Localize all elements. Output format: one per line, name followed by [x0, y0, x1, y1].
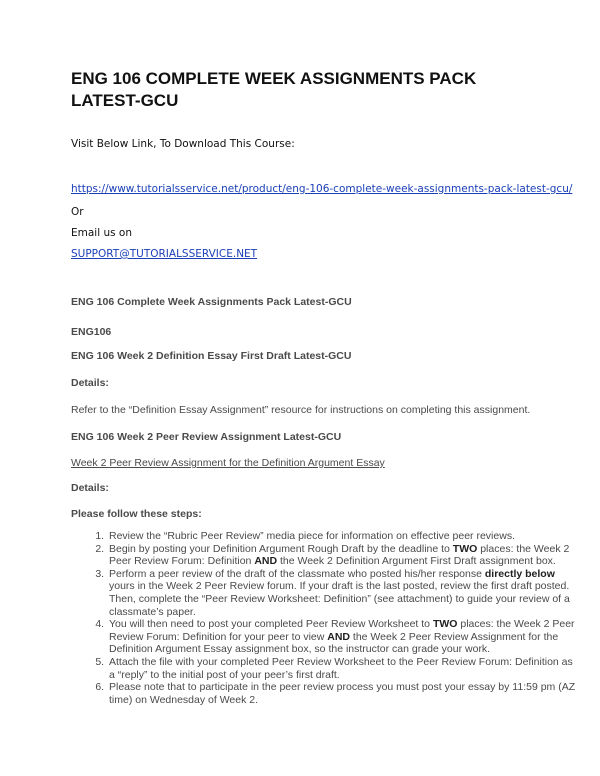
details-label-1: Details: — [71, 377, 109, 389]
step-text: Please note that to participate in the peer review process you must post your essay by 11:59 pm (AZ time) on Wednesday of Week 2. — [109, 681, 576, 706]
details-label-2: Details: — [71, 482, 109, 494]
details-text-1: Refer to the “Definition Essay Assignment” resource for instructions on completing this assignment. — [71, 404, 531, 416]
or-text: Or — [71, 206, 84, 218]
step-item — [107, 530, 577, 543]
step-text: the Week 2 Definition Argument First Draft assignment box. — [277, 555, 556, 568]
step-text: yours in the Week 2 Peer Review forum. If your draft is the last posted, review the first draft posted. Then, complete the “Peer Review Worksheet: Definition” (see attachment) to guide your review of a classmate’s paper. — [109, 580, 570, 618]
step-emphasis: AND — [254, 555, 278, 568]
step-item — [107, 618, 577, 656]
step-item — [107, 656, 577, 681]
step-text: places: the Week 2 Peer Review Forum: Definition for your peer to view — [109, 618, 575, 643]
week2-essay-title: ENG 106 Week 2 Definition Essay First Draft Latest-GCU — [71, 350, 352, 362]
step-text: the Week 2 Peer Review Assignment for the Definition Argument Essay assignment box, so the instructor can grade your work. — [109, 630, 559, 656]
step-emphasis: AND — [327, 630, 350, 643]
step-item — [107, 543, 577, 568]
visit-text: Visit Below Link, To Download This Course: — [71, 138, 295, 150]
week2-peer-title: ENG 106 Week 2 Peer Review Assignment Latest-GCU — [71, 431, 342, 443]
step-emphasis: TWO — [432, 618, 458, 631]
pack-title: ENG 106 Complete Week Assignments Pack Latest-GCU — [71, 296, 352, 308]
email-prompt: Email us on — [71, 227, 133, 239]
step-text: Begin by posting your Definition Argument Rough Draft by the deadline to — [109, 542, 453, 555]
step-emphasis: TWO — [452, 542, 478, 555]
step-text: You will then need to post your completed Peer Review Worksheet to — [109, 618, 433, 631]
step-text: Review the “Rubric Peer Review” media piece for information on effective peer reviews. — [109, 530, 515, 542]
email-link[interactable]: SUPPORT@TUTORIALSSERVICE.NET — [71, 248, 258, 260]
course-link[interactable]: https://www.tutorialsservice.net/product/eng-106-complete-week-assignments-pack-latest-gcu/ — [71, 183, 573, 195]
step-text: places: the Week 2 Peer Review Forum: Definition — [109, 542, 570, 568]
step-item — [107, 681, 577, 706]
peer-review-link[interactable]: Week 2 Peer Review Assignment for the Definition Argument Essay — [71, 457, 385, 469]
step-text: Attach the file with your completed Peer Review Worksheet to the Peer Review Forum: Definition as a “reply” to the initial post of your peer’s first draft. — [109, 655, 573, 681]
step-emphasis: directly below — [484, 567, 555, 580]
course-code: ENG106 — [71, 326, 112, 338]
step-text: Perform a peer review of the draft of the classmate who posted his/her response — [109, 567, 485, 580]
steps-list — [71, 530, 577, 706]
page-title: ENG 106 COMPLETE WEEK ASSIGNMENTS PACK LATEST-GCU — [71, 69, 477, 110]
steps-heading: Please follow these steps: — [71, 508, 202, 520]
step-item — [107, 568, 577, 618]
